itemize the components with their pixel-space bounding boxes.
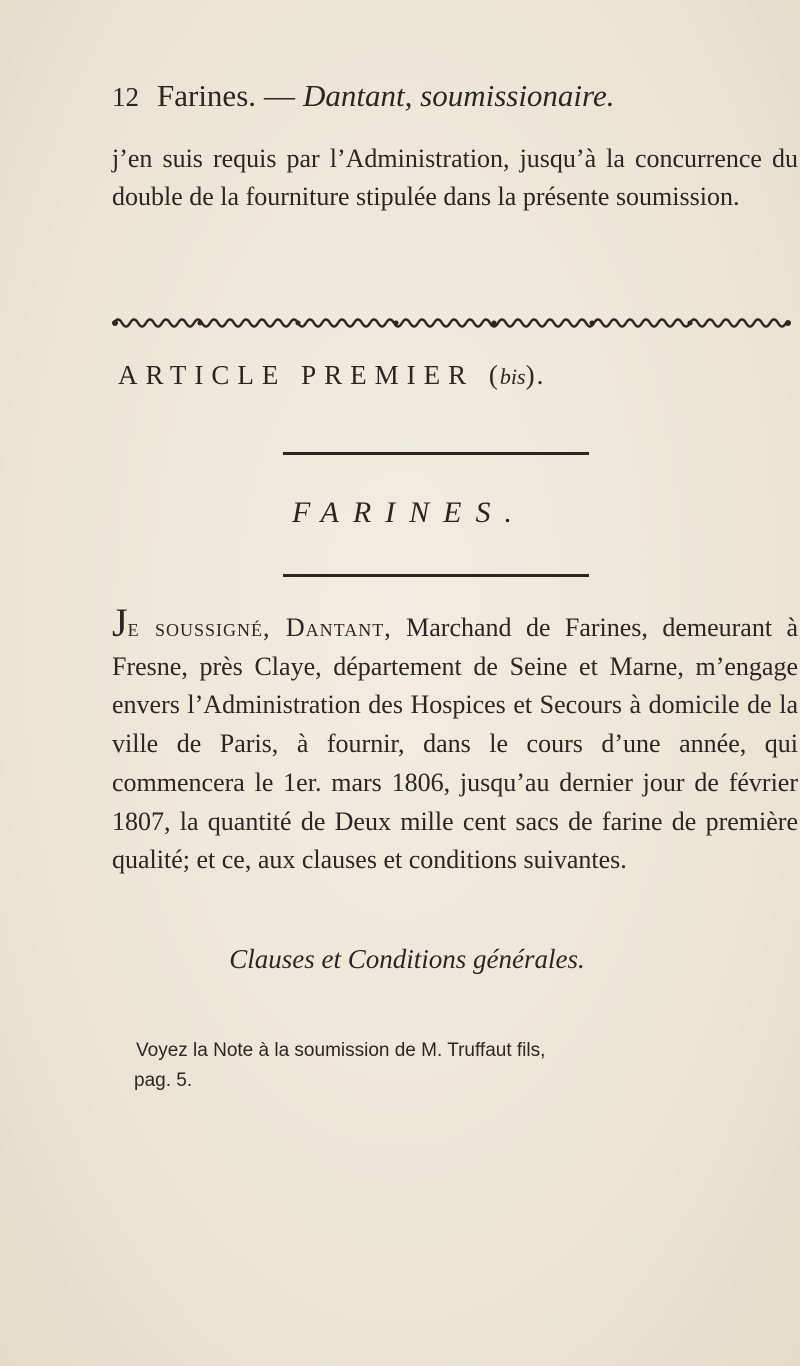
ornamental-rule (112, 315, 792, 331)
page-number: 12 (112, 82, 139, 112)
intro-paragraph: j’en suis requis par l’Administration, jusqu’à la concurrence du double de la fourniture stipulée dans la présente soumission. (112, 144, 798, 211)
clauses-heading: Clauses et Conditions générales. (229, 944, 585, 974)
opening-small-caps: e soussigné, Dantant, (127, 613, 392, 642)
section-title: FARINES. (292, 496, 526, 529)
footnote-line-1: Voyez la Note à la soumission de M. Truffaut fils, (136, 1040, 546, 1061)
running-head-title: Dantant, soumissionaire. (303, 78, 615, 113)
article-body-text: Marchand de Farines, demeurant à Fresne, près Claye, département de Seine et Marne, m’engage envers l’Administration des Hospices et Secours à domicile de la ville de Paris, à fournir, dans le cours d’une année, qui commencera le 1er. mars 1806, jusqu’au dernier jour de février 1807, la quantité de Deux mille cent sacs de farine de première qualité; et ce, aux clauses et conditions suivantes. (112, 613, 798, 875)
footnote (136, 1036, 776, 1096)
heading-rule-top (283, 452, 589, 455)
article-open-paren: ( (488, 360, 500, 390)
article-body (112, 600, 798, 880)
article-label: ARTICLE PREMIER (118, 360, 475, 390)
article-close-paren: ). (525, 360, 546, 390)
footnote-line-2: pag. 5. (134, 1070, 193, 1091)
heading-rule-bottom (283, 574, 589, 577)
running-head-section: Farines. (157, 78, 257, 113)
running-head (112, 78, 614, 114)
drop-initial: J (112, 600, 128, 645)
article-heading (118, 360, 545, 391)
running-head-dash: — (264, 78, 296, 113)
article-bis: bis (499, 364, 526, 389)
